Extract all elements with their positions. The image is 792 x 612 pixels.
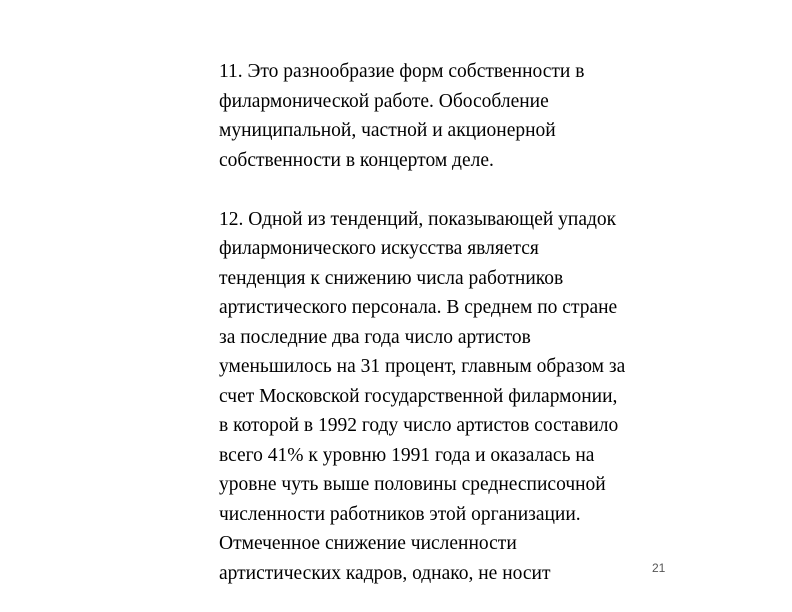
text-line: уменьшилось на 31 процент, главным образом за (219, 356, 626, 377)
text-line: численности работников этой организации. (219, 503, 581, 525)
text-line: артистических кадров, однако, не носит (219, 562, 551, 584)
text-line: тенденция к снижению числа работников (219, 267, 564, 289)
text-line: артистического персонала. В среднем по стране (219, 297, 618, 318)
text-line: счет Московской государственной филармонии, (219, 385, 618, 407)
text-line: Отмеченное снижение численности (219, 533, 517, 554)
text-line: 12. Одной из тенденций, показывающей упадок (219, 208, 617, 230)
page-number: 21 (652, 561, 666, 575)
paragraph-spacer (219, 175, 689, 205)
text-line: всего 41% к уровню 1991 года и оказалась на (219, 444, 595, 466)
text-line: муниципальной, частной и акционерной (219, 120, 556, 141)
text-line: 11. Это разнообразие форм собственности в (219, 61, 585, 82)
paragraph-12 (219, 205, 689, 589)
text-line: собственности в концертом деле. (219, 149, 494, 171)
text-line: в которой в 1992 году число артистов составило (219, 415, 619, 436)
paragraph-11 (219, 57, 689, 175)
text-line: филармонической работе. Обособление (219, 90, 549, 112)
text-line: филармонического искусства является (219, 238, 539, 259)
slide-text-body (219, 57, 689, 588)
text-line: уровне чуть выше половины среднесписочной (219, 474, 606, 495)
text-line: за последние два года число артистов (219, 326, 531, 348)
